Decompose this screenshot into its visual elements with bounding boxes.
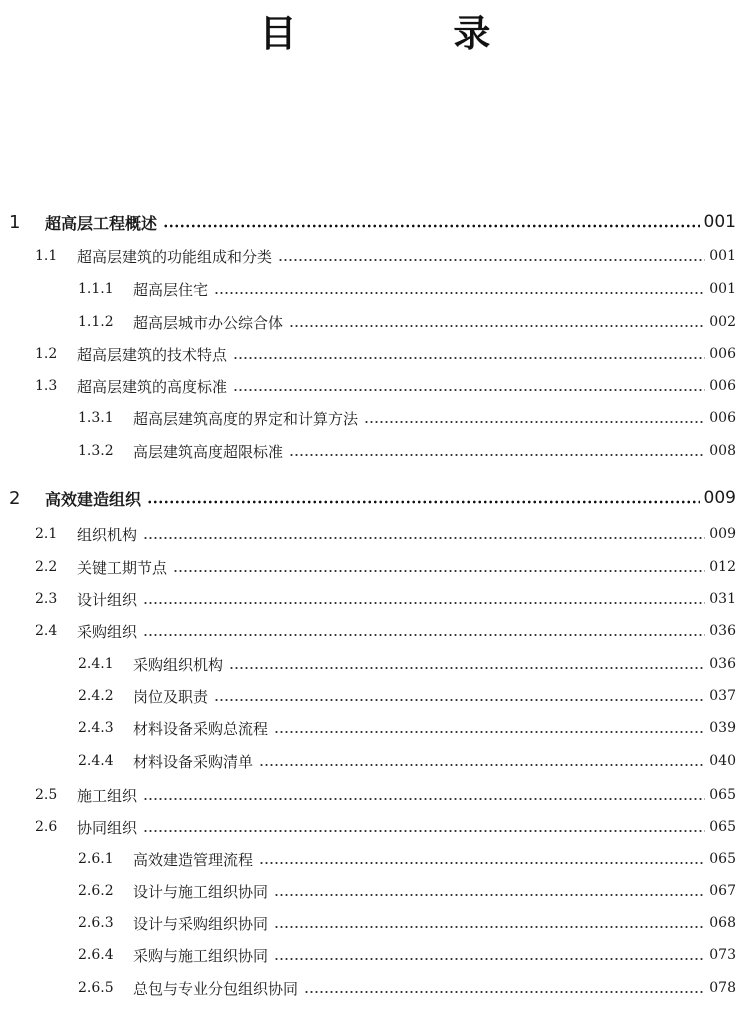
toc-section-row bbox=[0, 371, 750, 401]
toc-entry-title: 采购组织 bbox=[77, 622, 138, 641]
toc-entry-number: 2.6.3 bbox=[78, 915, 114, 931]
toc-section-row bbox=[0, 552, 750, 582]
toc-entry-title: 岗位及职责 bbox=[133, 687, 209, 706]
toc-entry-number: 2.6 bbox=[35, 819, 58, 835]
toc-entry-title: 设计与采购组织协同 bbox=[133, 914, 269, 933]
toc-page-number: 068 bbox=[709, 915, 736, 931]
toc-entry-title: 超高层建筑的技术特点 bbox=[77, 345, 228, 364]
toc-subsection-row bbox=[0, 844, 750, 874]
dot-leader bbox=[143, 584, 705, 614]
toc-entry-number: 2.6.5 bbox=[78, 980, 114, 996]
toc-section-row bbox=[0, 339, 750, 369]
toc-section-row bbox=[0, 780, 750, 810]
toc-page-number: 039 bbox=[709, 720, 736, 736]
toc-page-number: 008 bbox=[709, 443, 736, 459]
dot-leader bbox=[233, 339, 705, 369]
toc-entry-number: 1.1.2 bbox=[78, 314, 114, 330]
toc-section-row bbox=[0, 616, 750, 646]
toc-page-number: 073 bbox=[709, 947, 736, 963]
toc-subsection-row bbox=[0, 940, 750, 970]
toc-chapter-row bbox=[0, 207, 750, 237]
toc-entry-title: 施工组织 bbox=[77, 786, 138, 805]
toc-entry-number: 2.4.4 bbox=[78, 753, 114, 769]
toc-page-number: 031 bbox=[709, 591, 736, 607]
dot-leader bbox=[278, 241, 705, 271]
toc-subsection-row bbox=[0, 403, 750, 433]
toc-page-number: 036 bbox=[709, 656, 736, 672]
dot-leader bbox=[233, 371, 705, 401]
toc-entry-title: 材料设备采购总流程 bbox=[133, 719, 269, 738]
toc-entry-title: 高层建筑高度超限标准 bbox=[133, 442, 284, 461]
toc-entry-number: 2.4 bbox=[35, 623, 58, 639]
toc-subsection-row bbox=[0, 746, 750, 776]
toc-subsection-row bbox=[0, 274, 750, 304]
toc-entry-number: 1.2 bbox=[35, 346, 58, 362]
toc-entry-title: 协同组织 bbox=[77, 818, 138, 837]
dot-leader bbox=[143, 812, 705, 842]
toc-entry-number: 2.1 bbox=[35, 526, 58, 542]
toc-subsection-row bbox=[0, 713, 750, 743]
dot-leader bbox=[259, 746, 705, 776]
toc-section-row bbox=[0, 812, 750, 842]
toc-entry-number: 2.6.2 bbox=[78, 883, 114, 899]
toc-chapter-row bbox=[0, 483, 750, 513]
dot-leader bbox=[274, 940, 705, 970]
toc-entry-title: 设计与施工组织协同 bbox=[133, 882, 269, 901]
toc-subsection-row bbox=[0, 436, 750, 466]
toc-entry-title: 超高层建筑的高度标准 bbox=[77, 377, 228, 396]
toc-subsection-row bbox=[0, 649, 750, 679]
dot-leader bbox=[274, 908, 705, 938]
toc-page-number: 065 bbox=[709, 851, 736, 867]
toc-entry-title: 超高层城市办公综合体 bbox=[133, 313, 284, 332]
toc-entry-title: 超高层住宅 bbox=[133, 280, 209, 299]
toc-entry-number: 2.6.1 bbox=[78, 851, 114, 867]
toc-entry-number: 1.3 bbox=[35, 378, 58, 394]
toc-section-row bbox=[0, 241, 750, 271]
dot-leader bbox=[304, 973, 705, 1003]
toc-page-number: 037 bbox=[709, 688, 736, 704]
toc-entry-title: 关键工期节点 bbox=[77, 558, 168, 577]
toc-page-number: 078 bbox=[709, 980, 736, 996]
dot-leader bbox=[214, 681, 705, 711]
toc-page-number: 001 bbox=[709, 248, 736, 264]
toc-entry-number: 1.1 bbox=[35, 248, 58, 264]
toc-page-number: 006 bbox=[709, 346, 736, 362]
dot-leader bbox=[163, 207, 700, 237]
toc-page-number: 002 bbox=[709, 314, 736, 330]
toc-entry-number: 2.5 bbox=[35, 787, 58, 803]
toc-page-number: 065 bbox=[709, 787, 736, 803]
toc-entry-title: 超高层建筑的功能组成和分类 bbox=[77, 247, 273, 266]
toc-page-number: 065 bbox=[709, 819, 736, 835]
toc-entry-title: 超高层建筑高度的界定和计算方法 bbox=[133, 409, 359, 428]
toc-entry-number: 1.1.1 bbox=[78, 281, 114, 297]
toc-subsection-row bbox=[0, 908, 750, 938]
dot-leader bbox=[143, 616, 705, 646]
toc-entry-number: 1.3.1 bbox=[78, 410, 114, 426]
dot-leader bbox=[259, 844, 705, 874]
toc-subsection-row bbox=[0, 681, 750, 711]
toc-entry-title: 采购与施工组织协同 bbox=[133, 946, 269, 965]
dot-leader bbox=[364, 403, 705, 433]
dot-leader bbox=[289, 307, 705, 337]
toc-entry-number: 2.4.1 bbox=[78, 656, 114, 672]
dot-leader bbox=[274, 876, 705, 906]
toc-entry-title: 采购组织机构 bbox=[133, 655, 224, 674]
toc-entry-number: 2.2 bbox=[35, 559, 58, 575]
page-title: 目 录 bbox=[259, 12, 563, 55]
toc-section-row bbox=[0, 519, 750, 549]
toc-entry-number: 2 bbox=[9, 487, 21, 509]
toc-entry-title: 材料设备采购清单 bbox=[133, 752, 254, 771]
toc-subsection-row bbox=[0, 876, 750, 906]
toc-entry-title: 高效建造管理流程 bbox=[133, 850, 254, 869]
toc-subsection-row bbox=[0, 973, 750, 1003]
toc-page-number: 012 bbox=[709, 559, 736, 575]
dot-leader bbox=[143, 780, 705, 810]
toc-page-number: 040 bbox=[709, 753, 736, 769]
toc-page-number: 001 bbox=[703, 212, 736, 232]
toc-entry-number: 1.3.2 bbox=[78, 443, 114, 459]
toc-page-number: 009 bbox=[703, 488, 736, 508]
toc-entry-title: 超高层工程概述 bbox=[45, 213, 158, 233]
toc-subsection-row bbox=[0, 307, 750, 337]
dot-leader bbox=[274, 713, 705, 743]
dot-leader bbox=[147, 483, 700, 513]
toc-entry-title: 组织机构 bbox=[77, 525, 138, 544]
toc-page-number: 006 bbox=[709, 378, 736, 394]
toc-section-row bbox=[0, 584, 750, 614]
dot-leader bbox=[229, 649, 705, 679]
toc-page-number: 036 bbox=[709, 623, 736, 639]
dot-leader bbox=[214, 274, 705, 304]
toc-entry-title: 高效建造组织 bbox=[45, 489, 142, 509]
dot-leader bbox=[173, 552, 705, 582]
toc-page-number: 009 bbox=[709, 526, 736, 542]
toc-entry-title: 设计组织 bbox=[77, 590, 138, 609]
dot-leader bbox=[289, 436, 705, 466]
toc-entry-title: 总包与专业分包组织协同 bbox=[133, 979, 299, 998]
dot-leader bbox=[143, 519, 705, 549]
toc-page-number: 006 bbox=[709, 410, 736, 426]
toc-page-number: 001 bbox=[709, 281, 736, 297]
toc-entry-number: 2.3 bbox=[35, 591, 58, 607]
toc-entry-number: 2.4.3 bbox=[78, 720, 114, 736]
toc-entry-number: 2.6.4 bbox=[78, 947, 114, 963]
toc-page-number: 067 bbox=[709, 883, 736, 899]
toc-entry-number: 2.4.2 bbox=[78, 688, 114, 704]
toc-entry-number: 1 bbox=[9, 211, 21, 233]
